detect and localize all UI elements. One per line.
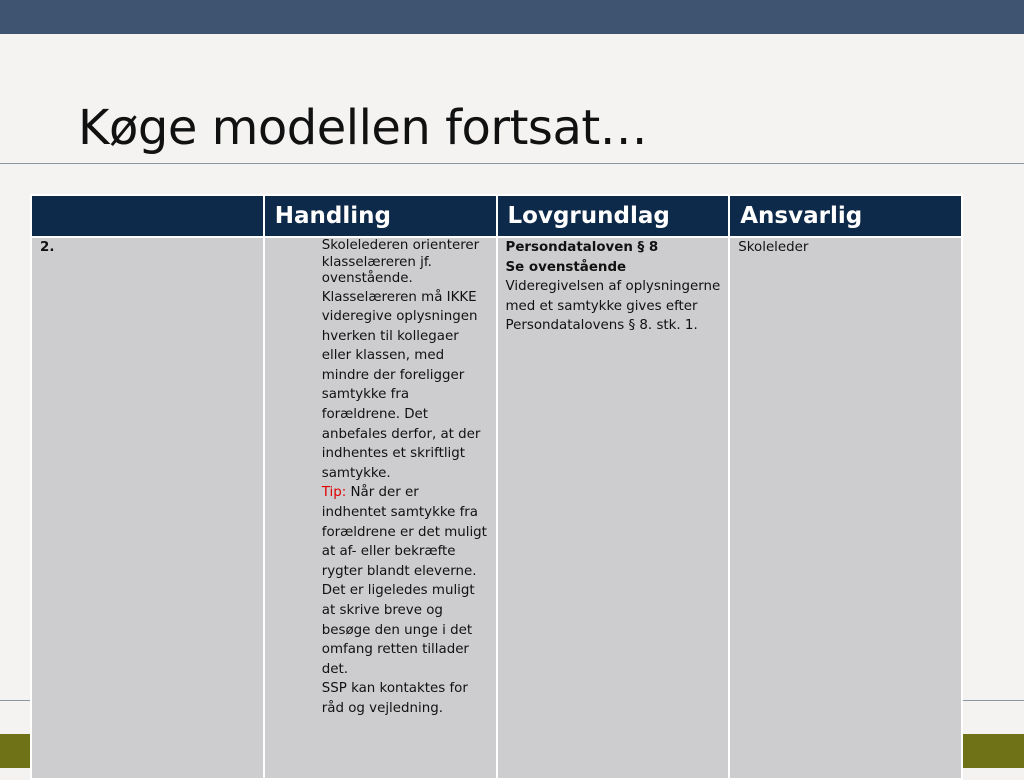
header-handling: Handling: [264, 195, 497, 237]
model-table: [30, 194, 963, 780]
law-see-above: Se ovenstående: [505, 259, 627, 275]
title-divider: [0, 163, 1024, 164]
slide-title: Køge modellen fortsat…: [78, 100, 648, 156]
row-number: 2.: [40, 240, 55, 255]
handling-para2: Det er ligeledes muligt at skrive breve og besøge den unge i det omfang retten tillader det.: [321, 583, 475, 677]
lovgrundlag-cell: [497, 237, 730, 779]
header-lovgrundlag: Lovgrundlag: [497, 195, 730, 237]
ansvarlig-cell: [729, 237, 962, 779]
law-reference: Persondataloven § 8: [505, 240, 659, 255]
row-number-cell: [31, 237, 264, 779]
top-bar: [0, 0, 1024, 34]
handling-tip: [322, 483, 488, 581]
handling-para3: SSP kan kontaktes for råd og vejledning.: [321, 681, 468, 716]
tip-text: Når der er indhentet samtykke fra forældrene er det muligt at af- eller bekræfte rygter blandt eleverne.: [321, 485, 487, 579]
table-row: [31, 237, 962, 779]
header-ansvarlig: Ansvarlig: [729, 195, 962, 237]
table-header-row: [31, 195, 962, 237]
law-text: Videregivelsen af oplysningerne med et samtykke gives efter Persondatalovens § 8. stk. 1.: [505, 279, 721, 334]
handling-body: Klasselæreren må IKKE videregive oplysningen hverken til kollegaer eller klassen, med mindre der foreligger samtykke fra forældrene. Det anbefales derfor, at der indhentes et skriftligt samtykke.: [321, 289, 481, 481]
handling-cell: [264, 237, 497, 779]
responsible-party: Skoleleder: [738, 240, 809, 255]
header-number: [31, 195, 264, 237]
tip-label: Tip:: [321, 485, 347, 501]
handling-intro: Skolelederen orienterer klasselæreren jf. ovenstående.: [321, 238, 480, 286]
